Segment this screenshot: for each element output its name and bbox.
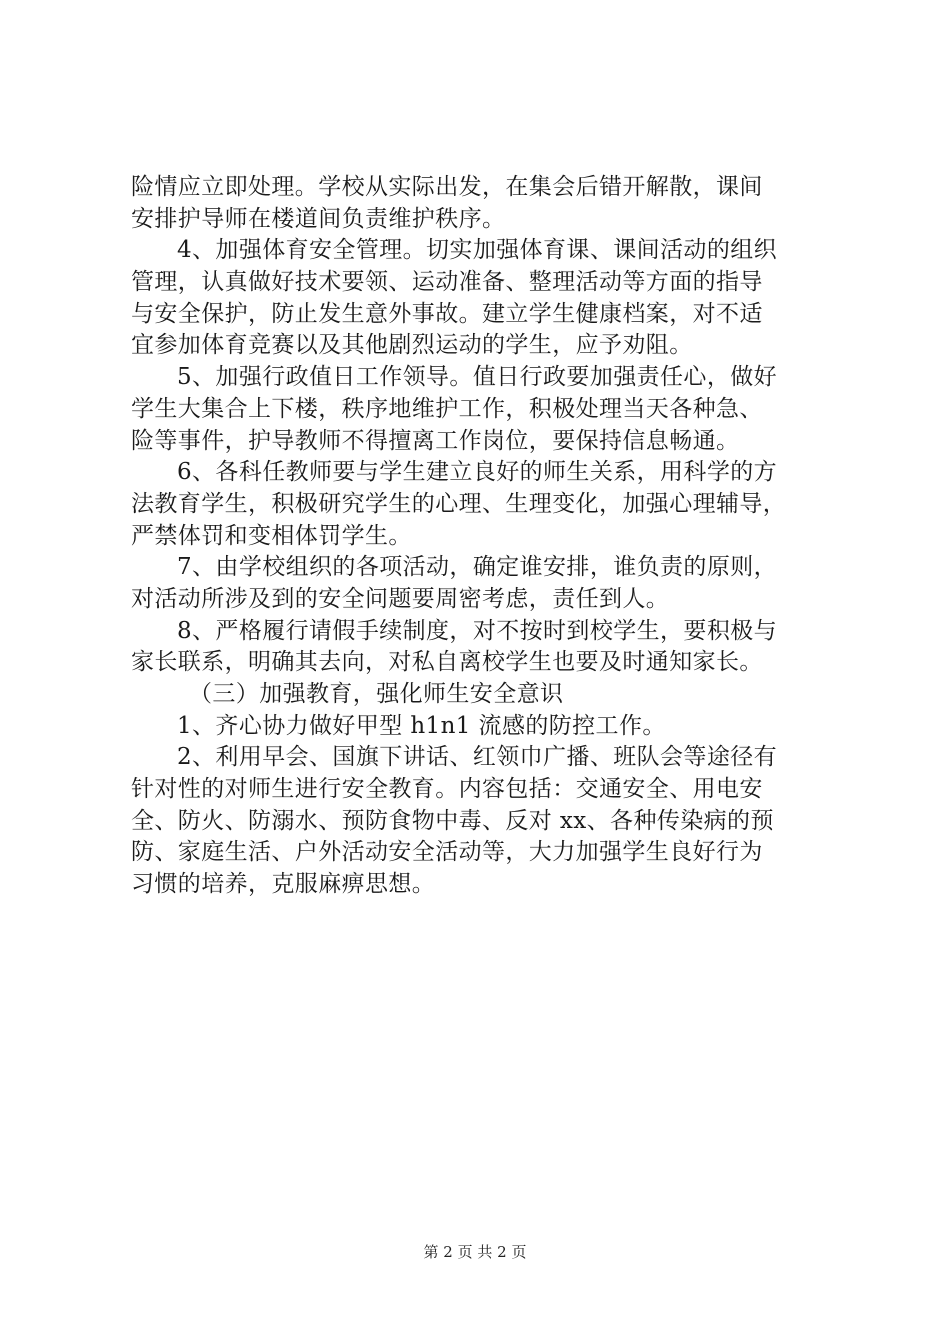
text-line: 家长联系，明确其去向，对私自离校学生也要及时通知家长。 <box>131 649 763 676</box>
text-line: 法教育学生，积极研究学生的心理、生理变化，加强心理辅导， <box>131 490 787 517</box>
page-number: 第 2 页 共 2 页 <box>423 1243 527 1261</box>
text-line: 4、加强体育安全管理。切实加强体育课、课间活动的组织 <box>177 237 778 264</box>
text-line: 7、由学校组织的各项活动，确定谁安排，谁负责的原则， <box>177 554 778 581</box>
text-line: 宜参加体育竞赛以及其他剧烈运动的学生，应予劝阻。 <box>131 332 693 359</box>
text-line: 5、加强行政值日工作领导。值日行政要加强责任心，做好 <box>177 364 778 391</box>
text-line: 针对性的对师生进行安全教育。内容包括：交通安全、用电安 <box>131 776 763 803</box>
text-line: 6、各科任教师要与学生建立良好的师生关系，用科学的方 <box>177 459 778 486</box>
text-line: 对活动所涉及到的安全问题要周密考虑，责任到人。 <box>131 585 670 612</box>
text-line: 习惯的培养，克服麻痹思想。 <box>131 871 436 898</box>
text-line: 8、严格履行请假手续制度，对不按时到校学生，要积极与 <box>177 617 778 644</box>
text-line: 学生大集合上下楼，秩序地维护工作，积极处理当天各种急、 <box>131 395 763 422</box>
text-line: 险等事件，护导教师不得擅离工作岗位，要保持信息畅通。 <box>131 427 740 454</box>
text-line: 防、家庭生活、户外活动安全活动等，大力加强学生良好行为 <box>131 839 763 866</box>
text-line: 全、防火、防溺水、预防食物中毒、反对 xx、各种传染病的预 <box>131 807 774 834</box>
text-line: 安排护导师在楼道间负责维护秩序。 <box>131 205 506 232</box>
document-body <box>131 172 831 901</box>
text-line: 管理，认真做好技术要领、运动准备、整理活动等方面的指导 <box>131 269 763 296</box>
text-line: 2、利用早会、国旗下讲话、红领巾广播、班队会等途径有 <box>177 744 778 771</box>
text-line: 严禁体罚和变相体罚学生。 <box>131 522 412 549</box>
text-line: 险情应立即处理。学校从实际出发，在集会后错开解散，课间 <box>131 174 763 200</box>
section-heading: （三）加强教育，强化师生安全意识 <box>189 681 564 707</box>
text-line: 与安全保护，防止发生意外事故。建立学生健康档案，对不适 <box>131 300 763 327</box>
page-footer <box>0 1242 950 1262</box>
text-line: 1、齐心协力做好甲型 h1n1 流感的防控工作。 <box>177 712 666 739</box>
